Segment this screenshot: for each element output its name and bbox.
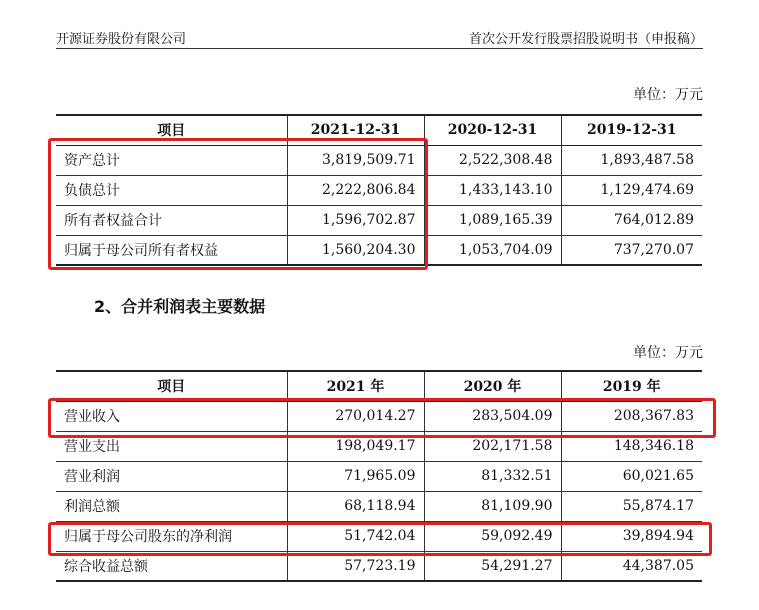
income-statement-table [56,370,702,582]
value-2020: 202,171.58 [424,431,561,461]
section-title: 2、合并利润表主要数据 [94,297,266,316]
column-header-2021: 2021-12-31 [287,115,424,145]
value-2020: 2,522,308.48 [424,145,561,175]
row-label: 资产总计 [56,145,287,175]
value-2020: 81,109.90 [424,491,561,521]
table-row [56,551,702,581]
balance-sheet-table [56,114,702,266]
row-label: 归属于母公司股东的净利润 [56,521,287,551]
column-header-2019: 2019-12-31 [561,115,702,145]
value-2021: 270,014.27 [287,401,424,431]
table-row [56,431,702,461]
table-row [56,145,702,175]
balance-unit-label: 单位：万元 [633,87,703,103]
value-2019: 60,021.65 [561,461,702,491]
table-row [56,235,702,265]
table-row [56,461,702,491]
value-2020: 54,291.27 [424,551,561,581]
row-label: 综合收益总额 [56,551,287,581]
table-header-row [56,115,702,145]
value-2020: 283,504.09 [424,401,561,431]
value-2021: 71,965.09 [287,461,424,491]
table-row [56,521,702,551]
table-row [56,175,702,205]
document-title: 首次公开发行股票招股说明书（申报稿） [468,32,703,47]
value-2020: 1,089,165.39 [424,205,561,235]
company-name: 开源证券股份有限公司 [56,32,187,47]
value-2019: 208,367.83 [561,401,702,431]
value-2021: 1,596,702.87 [287,205,424,235]
column-header-2021: 2021 年 [287,371,424,401]
value-2021: 2,222,806.84 [287,175,424,205]
page-header [56,28,703,49]
value-2019: 1,129,474.69 [561,175,702,205]
value-2020: 1,433,143.10 [424,175,561,205]
column-header-item: 项目 [56,115,287,145]
row-label: 所有者权益合计 [56,205,287,235]
value-2019: 764,012.89 [561,205,702,235]
table-row [56,205,702,235]
value-2021: 3,819,509.71 [287,145,424,175]
value-2020: 1,053,704.09 [424,235,561,265]
value-2019: 44,387.05 [561,551,702,581]
row-label: 负债总计 [56,175,287,205]
column-header-item: 项目 [56,371,287,401]
value-2020: 59,092.49 [424,521,561,551]
value-2019: 1,893,487.58 [561,145,702,175]
value-2020: 81,332.51 [424,461,561,491]
value-2021: 1,560,204.30 [287,235,424,265]
table-row [56,401,702,431]
column-header-2020: 2020-12-31 [424,115,561,145]
value-2021: 57,723.19 [287,551,424,581]
row-label: 利润总额 [56,491,287,521]
row-label: 营业收入 [56,401,287,431]
table-row [56,491,702,521]
value-2019: 55,874.17 [561,491,702,521]
value-2021: 198,049.17 [287,431,424,461]
row-label: 归属于母公司所有者权益 [56,235,287,265]
value-2019: 737,270.07 [561,235,702,265]
row-label: 营业支出 [56,431,287,461]
value-2021: 68,118.94 [287,491,424,521]
column-header-2020: 2020 年 [424,371,561,401]
value-2021: 51,742.04 [287,521,424,551]
value-2019: 39,894.94 [561,521,702,551]
row-label: 营业利润 [56,461,287,491]
column-header-2019: 2019 年 [561,371,702,401]
table-header-row [56,371,702,401]
income-unit-label: 单位：万元 [633,345,703,361]
value-2019: 148,346.18 [561,431,702,461]
